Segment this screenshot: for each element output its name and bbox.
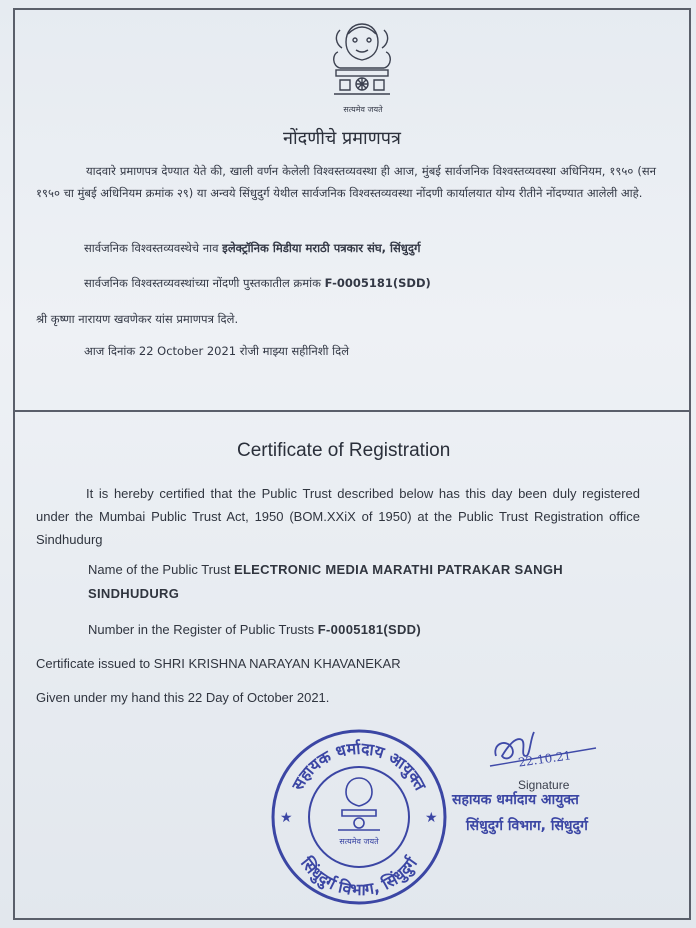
star-icon: ★ [425,810,438,826]
english-register-line [88,622,421,637]
english-trust-name-label: Name of the Public Trust [88,562,231,577]
marathi-register-label: सार्वजनिक विश्वस्तव्यवस्थांच्या नोंदणी पुस्तकातील क्रमांक [84,276,321,290]
marathi-trust-name-line [84,241,420,256]
english-trust-name-line-2 [88,586,179,601]
english-given-line: Given under my hand this 22 Day of October 2021. [36,690,330,705]
english-issued-to-label: Certificate issued to [36,656,151,671]
english-issued-to-line [36,656,401,671]
seal-bottom-text: सिंधुदुर्ग विभाग, सिंधुदुर्ग [297,853,421,900]
marathi-paragraph: यादवारे प्रमाणपत्र देण्यात येते की, खाली वर्णन केलेली विश्वस्तव्यवस्था ही आज, मुंबई सार्वजनिक विश्वस्तव्यवस्था अधिनियम, १९५० (सन १९५० चा मुंबई अधिनियम क्रमांक २९) या अन्वये सिंधुदुर्ग येथील सार्वजनिक विश्वस्तव्यवस्था नोंदणी कार्यालयात योग्य रीतीने नोंदण्यात आलेली आहे. [36,164,656,200]
emblem-motto: सत्यमेव जयते [343,105,383,114]
marathi-issued-to: श्री कृष्णा नारायण खवणेकर यांस प्रमाणपत्र दिले. [36,312,239,326]
english-register-value: F-0005181(SDD) [317,622,421,637]
marathi-given-date: आज दिनांक 22 October 2021 रोजी माझ्या सहीनिशी दिले [84,344,350,358]
english-trust-name-line [88,562,563,577]
marathi-register-line [84,276,431,291]
seal-motto: सत्यमेव जयते [339,837,379,846]
marathi-register-value: F-0005181(SDD) [324,276,431,290]
official-seal [268,726,450,908]
english-paragraph: It is hereby certified that the Public Trust described below has this day been duly registered under the Mumbai Public Trust Act, 1950 (BOM.XXiX of 1950) at the Public Trust Registration office Sindhudurg [36,486,640,547]
english-trust-name-value-2: SINDHUDURG [88,586,180,601]
section-divider [13,410,691,412]
marathi-trust-name-label: सार्वजनिक विश्वस्तव्यवस्थेचे नाव [84,241,219,255]
signature-label: Signature [518,778,570,792]
seal-emblem-icon [338,778,380,830]
signatory-office: सिंधुदुर्ग विभाग, सिंधुदुर्ग [466,818,588,834]
signatory-designation: सहायक धर्मादाय आयुक्त [452,792,579,808]
signature-date: 22.10.21 [517,748,573,770]
english-register-label: Number in the Register of Public Trusts [88,622,315,637]
seal-top-text: सहायक धर्मादाय आयुक्त [288,738,430,794]
english-issued-to-value: SHRI KRISHNA NARAYAN KHAVANEKAR [153,656,401,671]
star-icon: ★ [280,810,293,826]
marathi-title: नोंदणीचे प्रमाणपत्र [283,128,401,149]
english-trust-name-value-1: ELECTRONIC MEDIA MARATHI PATRAKAR SANGH [233,562,563,577]
marathi-trust-name-value: इलेक्ट्रॉनिक मिडीया मराठी पत्रकार संघ, सिंधुदुर्ग [222,241,421,255]
national-emblem-icon [322,18,402,118]
english-title: Certificate of Registration [237,440,451,461]
